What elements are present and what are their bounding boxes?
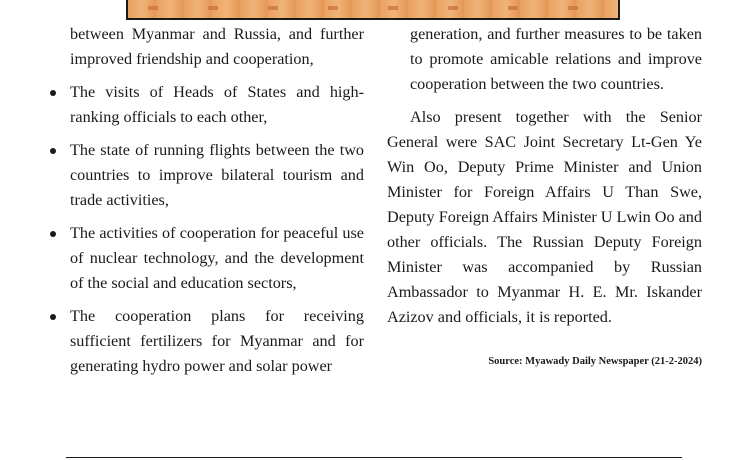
- bullet-text: The visits of Heads of States and high-ranking officials to each other,: [70, 83, 364, 126]
- article-photo-bottom-edge: [126, 0, 620, 20]
- right-column: [387, 22, 702, 369]
- bullet-item: [70, 221, 364, 296]
- right-continuation-text: generation, and further measures to be taken to promote amicable relations and improve cooperation between the two countries.: [410, 25, 702, 93]
- bullet-text: The cooperation plans for receiving sufficient fertilizers for Myanmar and for generating hydro power and solar power: [70, 307, 364, 375]
- left-column: [70, 22, 364, 387]
- bullet-item: [70, 138, 364, 213]
- bullet-text: The activities of cooperation for peaceful use of nuclear technology, and the development of the social and education sectors,: [70, 224, 364, 292]
- source-credit: Source: Myawady Daily Newspaper (21-2-2024): [488, 356, 702, 367]
- bullet-item: [70, 80, 364, 130]
- bullet-text: The state of running flights between the two countries to improve bilateral tourism and trade activities,: [70, 141, 364, 209]
- left-continuation-text: between Myanmar and Russia, and further improved friendship and cooperation,: [70, 25, 364, 68]
- bottom-divider: [66, 457, 682, 458]
- attendees-paragraph: Also present together with the Senior General were SAC Joint Secretary Lt-Gen Ye Win Oo, Deputy Prime Minister and Union Minister for Foreign Affairs U Than Swe, Deputy Foreign Affairs Minister U Lwin Oo and other officials. The Russian Deputy Foreign Minister was accompanied by Russian Ambassador to Myanmar H. E. Mr. Iskander Azizov and officials, it is reported.: [387, 108, 702, 326]
- bullet-list: [70, 80, 364, 379]
- bullet-item: [70, 304, 364, 379]
